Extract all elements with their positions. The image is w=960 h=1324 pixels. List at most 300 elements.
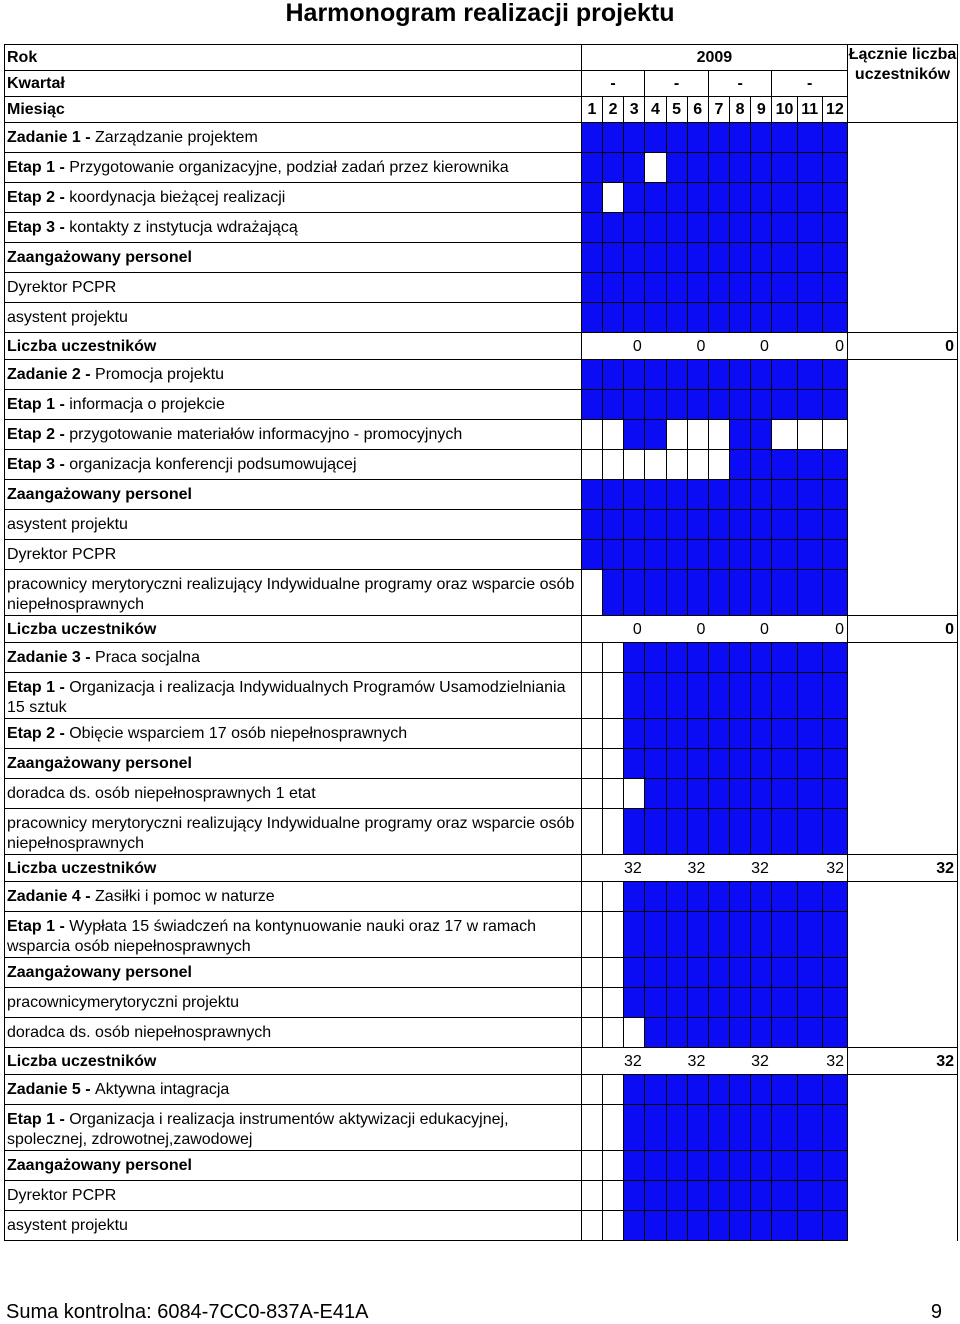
total-cell [848, 510, 958, 540]
row-label [5, 855, 582, 882]
active-month-cell [645, 540, 666, 570]
active-month-cell [730, 988, 751, 1018]
active-month-cell [666, 1181, 687, 1211]
row-label [5, 958, 582, 988]
inactive-month-cell [602, 809, 623, 855]
row-label [5, 450, 582, 480]
row-label [5, 719, 582, 749]
active-month-cell [772, 390, 797, 420]
quarter-count: 32 [772, 855, 848, 882]
row-label-text: Organizacja i realizacja instrumentów aktywizacji edukacyjnej, spolecznej, zdrowotnej,zawodowej [7, 1111, 509, 1148]
active-month-cell [624, 1105, 645, 1151]
active-month-cell [822, 809, 847, 855]
total-cell [848, 912, 958, 958]
total-cell [848, 153, 958, 183]
active-month-cell [624, 1151, 645, 1181]
row-label-prefix: Zaangażowany personel [7, 964, 192, 981]
active-month-cell [751, 1018, 772, 1048]
active-month-cell [751, 1105, 772, 1151]
participants-row [5, 855, 958, 882]
schedule-row [5, 303, 958, 333]
active-month-cell [624, 749, 645, 779]
inactive-month-cell [581, 643, 602, 673]
active-month-cell [797, 1075, 822, 1105]
total-cell [848, 1181, 958, 1211]
active-month-cell [772, 1181, 797, 1211]
schedule-row [5, 749, 958, 779]
row-label [5, 183, 582, 213]
row-label-prefix: Zaangażowany personel [7, 755, 192, 772]
active-month-cell [822, 450, 847, 480]
active-month-cell [666, 273, 687, 303]
active-month-cell [751, 1211, 772, 1241]
inactive-month-cell [602, 183, 623, 213]
row-label-prefix: Zaangażowany personel [7, 249, 192, 266]
quarter-count: 32 [645, 1048, 709, 1075]
active-month-cell [708, 882, 729, 912]
quarter-4: - [772, 71, 848, 97]
active-month-cell [730, 958, 751, 988]
active-month-cell [772, 540, 797, 570]
quarter-3: - [708, 71, 772, 97]
active-month-cell [730, 570, 751, 616]
active-month-cell [772, 912, 797, 958]
row-label-text: asystent projektu [7, 516, 128, 533]
active-month-cell [666, 1151, 687, 1181]
inactive-month-cell [687, 420, 708, 450]
active-month-cell [666, 912, 687, 958]
active-month-cell [708, 303, 729, 333]
total-cell [848, 390, 958, 420]
active-month-cell [772, 450, 797, 480]
active-month-cell [822, 1018, 847, 1048]
active-month-cell [822, 912, 847, 958]
quarter-count: 0 [645, 333, 709, 360]
inactive-month-cell [581, 809, 602, 855]
active-month-cell [822, 243, 847, 273]
active-month-cell [730, 749, 751, 779]
active-month-cell [687, 643, 708, 673]
active-month-cell [772, 988, 797, 1018]
row-label-prefix: Liczba uczestników [7, 859, 157, 877]
quarter-count: 32 [581, 855, 645, 882]
active-month-cell [687, 912, 708, 958]
active-month-cell [730, 153, 751, 183]
active-month-cell [581, 123, 602, 153]
row-label-prefix: Etap 1 - [7, 396, 70, 413]
row-label [5, 510, 582, 540]
total-cell [848, 1018, 958, 1048]
active-month-cell [822, 183, 847, 213]
quarter-count: 0 [772, 616, 848, 643]
row-label-prefix: Zadanie 4 - [7, 888, 96, 905]
active-month-cell [666, 510, 687, 540]
schedule-table [4, 44, 958, 1241]
row-label [5, 1151, 582, 1181]
active-month-cell [772, 360, 797, 390]
active-month-cell [666, 809, 687, 855]
active-month-cell [751, 510, 772, 540]
active-month-cell [751, 420, 772, 450]
active-month-cell [797, 570, 822, 616]
total-cell [848, 450, 958, 480]
active-month-cell [730, 123, 751, 153]
active-month-cell [751, 958, 772, 988]
row-label-prefix: Etap 1 - [7, 159, 70, 176]
active-month-cell [797, 1151, 822, 1181]
page-number: 9 [930, 1301, 942, 1323]
active-month-cell [751, 213, 772, 243]
active-month-cell [772, 809, 797, 855]
active-month-cell [822, 1151, 847, 1181]
active-month-cell [708, 540, 729, 570]
active-month-cell [645, 958, 666, 988]
total-cell [848, 360, 958, 390]
active-month-cell [687, 570, 708, 616]
inactive-month-cell [581, 1151, 602, 1181]
active-month-cell [581, 303, 602, 333]
active-month-cell [687, 510, 708, 540]
active-month-cell [797, 123, 822, 153]
quarter-count: 32 [708, 1048, 772, 1075]
active-month-cell [772, 719, 797, 749]
active-month-cell [645, 809, 666, 855]
active-month-cell [624, 570, 645, 616]
row-label-prefix: Etap 1 - [7, 918, 70, 935]
active-month-cell [797, 1018, 822, 1048]
active-month-cell [822, 719, 847, 749]
month-12: 12 [822, 97, 847, 123]
active-month-cell [581, 360, 602, 390]
active-month-cell [751, 273, 772, 303]
active-month-cell [730, 809, 751, 855]
active-month-cell [772, 1018, 797, 1048]
inactive-month-cell [687, 450, 708, 480]
row-label-text: kontakty z instytucja wdrażającą [69, 219, 298, 236]
active-month-cell [624, 510, 645, 540]
active-month-cell [687, 1211, 708, 1241]
active-month-cell [708, 213, 729, 243]
schedule-row [5, 153, 958, 183]
active-month-cell [730, 243, 751, 273]
active-month-cell [687, 213, 708, 243]
active-month-cell [687, 390, 708, 420]
row-label [5, 243, 582, 273]
active-month-cell [822, 958, 847, 988]
active-month-cell [624, 719, 645, 749]
active-month-cell [797, 510, 822, 540]
active-month-cell [797, 809, 822, 855]
year-label: Rok [5, 45, 582, 71]
schedule-row [5, 809, 958, 855]
active-month-cell [822, 779, 847, 809]
active-month-cell [602, 570, 623, 616]
active-month-cell [687, 480, 708, 510]
active-month-cell [751, 123, 772, 153]
active-month-cell [624, 153, 645, 183]
quarter-count: 32 [645, 855, 709, 882]
active-month-cell [730, 779, 751, 809]
active-month-cell [708, 988, 729, 1018]
active-month-cell [822, 570, 847, 616]
total-header: Łącznie liczba uczestników [848, 45, 958, 123]
inactive-month-cell [645, 153, 666, 183]
inactive-month-cell [581, 719, 602, 749]
active-month-cell [645, 123, 666, 153]
quarter-count: 32 [772, 1048, 848, 1075]
quarter-label: Kwartał [5, 71, 582, 97]
active-month-cell [708, 719, 729, 749]
inactive-month-cell [602, 1018, 623, 1048]
active-month-cell [772, 643, 797, 673]
schedule-row [5, 243, 958, 273]
inactive-month-cell [581, 779, 602, 809]
row-label [5, 1048, 582, 1075]
active-month-cell [708, 273, 729, 303]
active-month-cell [602, 510, 623, 540]
row-label [5, 333, 582, 360]
quarter-1: - [581, 71, 645, 97]
month-6: 6 [687, 97, 708, 123]
active-month-cell [751, 912, 772, 958]
inactive-month-cell [602, 1075, 623, 1105]
active-month-cell [730, 420, 751, 450]
active-month-cell [772, 1211, 797, 1241]
schedule-row [5, 570, 958, 616]
active-month-cell [687, 360, 708, 390]
row-label [5, 988, 582, 1018]
active-month-cell [687, 673, 708, 719]
active-month-cell [797, 243, 822, 273]
inactive-month-cell [602, 420, 623, 450]
inactive-month-cell [581, 749, 602, 779]
inactive-month-cell [581, 1211, 602, 1241]
active-month-cell [624, 912, 645, 958]
month-2: 2 [602, 97, 623, 123]
active-month-cell [751, 1181, 772, 1211]
active-month-cell [708, 480, 729, 510]
row-label [5, 213, 582, 243]
active-month-cell [751, 570, 772, 616]
active-month-cell [822, 749, 847, 779]
active-month-cell [581, 153, 602, 183]
active-month-cell [822, 303, 847, 333]
active-month-cell [666, 360, 687, 390]
active-month-cell [624, 420, 645, 450]
total-cell [848, 420, 958, 450]
inactive-month-cell [602, 988, 623, 1018]
active-month-cell [687, 809, 708, 855]
row-label-text: asystent projektu [7, 1217, 128, 1234]
active-month-cell [772, 183, 797, 213]
participants-row [5, 1048, 958, 1075]
active-month-cell [822, 1211, 847, 1241]
active-month-cell [624, 988, 645, 1018]
row-label-text: koordynacja bieżącej realizacji [69, 189, 286, 206]
total-cell [848, 540, 958, 570]
active-month-cell [751, 749, 772, 779]
active-month-cell [708, 779, 729, 809]
row-label-text: Dyrektor PCPR [7, 279, 117, 296]
active-month-cell [645, 420, 666, 450]
active-month-cell [687, 1105, 708, 1151]
active-month-cell [797, 643, 822, 673]
active-month-cell [645, 1075, 666, 1105]
active-month-cell [797, 988, 822, 1018]
row-label-text: przygotowanie materiałów informacyjno - promocyjnych [69, 426, 463, 443]
total-cell [848, 1151, 958, 1181]
total-cell [848, 480, 958, 510]
active-month-cell [645, 882, 666, 912]
inactive-month-cell [581, 1018, 602, 1048]
active-month-cell [708, 1211, 729, 1241]
active-month-cell [822, 988, 847, 1018]
schedule-row [5, 540, 958, 570]
active-month-cell [708, 643, 729, 673]
row-label [5, 303, 582, 333]
inactive-month-cell [602, 749, 623, 779]
active-month-cell [687, 153, 708, 183]
active-month-cell [687, 779, 708, 809]
active-month-cell [687, 540, 708, 570]
row-label-prefix: Etap 1 - [7, 1111, 70, 1128]
inactive-month-cell [581, 420, 602, 450]
active-month-cell [708, 1075, 729, 1105]
checksum-footer: Suma kontrolna: 6084-7CC0-837A-E41A [6, 1301, 369, 1323]
row-label-text: Przygotowanie organizacyjne, podział zadań przez kierownika [69, 159, 509, 176]
inactive-month-cell [602, 1151, 623, 1181]
active-month-cell [772, 213, 797, 243]
active-month-cell [797, 183, 822, 213]
active-month-cell [751, 809, 772, 855]
active-month-cell [730, 360, 751, 390]
active-month-cell [666, 1105, 687, 1151]
active-month-cell [581, 243, 602, 273]
total-cell [848, 243, 958, 273]
active-month-cell [645, 273, 666, 303]
row-label-prefix: Etap 3 - [7, 456, 70, 473]
active-month-cell [687, 273, 708, 303]
active-month-cell [687, 1075, 708, 1105]
active-month-cell [797, 779, 822, 809]
active-month-cell [751, 480, 772, 510]
active-month-cell [822, 360, 847, 390]
active-month-cell [645, 303, 666, 333]
active-month-cell [624, 1075, 645, 1105]
active-month-cell [645, 779, 666, 809]
active-month-cell [666, 749, 687, 779]
active-month-cell [666, 570, 687, 616]
row-label-text: doradca ds. osób niepełnosprawnych [7, 1024, 272, 1041]
row-label [5, 673, 582, 719]
active-month-cell [822, 1075, 847, 1105]
active-month-cell [822, 1105, 847, 1151]
row-label [5, 779, 582, 809]
active-month-cell [666, 643, 687, 673]
row-label-prefix: Zaangażowany personel [7, 486, 192, 503]
row-label [5, 540, 582, 570]
active-month-cell [822, 673, 847, 719]
active-month-cell [797, 273, 822, 303]
active-month-cell [772, 123, 797, 153]
active-month-cell [797, 673, 822, 719]
inactive-month-cell [581, 1105, 602, 1151]
row-label [5, 123, 582, 153]
schedule-row [5, 183, 958, 213]
active-month-cell [602, 153, 623, 183]
quarter-count: 0 [708, 333, 772, 360]
row-label [5, 643, 582, 673]
inactive-month-cell [822, 420, 847, 450]
active-month-cell [797, 1105, 822, 1151]
schedule-row [5, 1181, 958, 1211]
active-month-cell [624, 303, 645, 333]
active-month-cell [666, 988, 687, 1018]
active-month-cell [730, 643, 751, 673]
active-month-cell [730, 273, 751, 303]
active-month-cell [687, 719, 708, 749]
quarter-count: 0 [772, 333, 848, 360]
participants-row [5, 616, 958, 643]
active-month-cell [772, 958, 797, 988]
active-month-cell [708, 183, 729, 213]
active-month-cell [822, 123, 847, 153]
active-month-cell [708, 1018, 729, 1048]
active-month-cell [751, 390, 772, 420]
total-cell [848, 183, 958, 213]
active-month-cell [624, 540, 645, 570]
active-month-cell [730, 673, 751, 719]
active-month-cell [624, 360, 645, 390]
row-label-prefix: Etap 3 - [7, 219, 70, 236]
active-month-cell [708, 1105, 729, 1151]
active-month-cell [708, 570, 729, 616]
active-month-cell [624, 273, 645, 303]
inactive-month-cell [602, 673, 623, 719]
active-month-cell [797, 213, 822, 243]
active-month-cell [708, 673, 729, 719]
active-month-cell [666, 958, 687, 988]
active-month-cell [666, 1018, 687, 1048]
active-month-cell [730, 183, 751, 213]
schedule-row [5, 643, 958, 673]
active-month-cell [797, 153, 822, 183]
active-month-cell [624, 643, 645, 673]
active-month-cell [730, 882, 751, 912]
active-month-cell [708, 1151, 729, 1181]
active-month-cell [822, 540, 847, 570]
inactive-month-cell [624, 779, 645, 809]
month-11: 11 [797, 97, 822, 123]
inactive-month-cell [581, 570, 602, 616]
active-month-cell [666, 673, 687, 719]
active-month-cell [666, 153, 687, 183]
total-cell [848, 809, 958, 855]
schedule-row [5, 480, 958, 510]
active-month-cell [822, 1181, 847, 1211]
active-month-cell [822, 510, 847, 540]
active-month-cell [772, 273, 797, 303]
active-month-cell [708, 1181, 729, 1211]
total-cell [848, 643, 958, 673]
active-month-cell [730, 1181, 751, 1211]
active-month-cell [645, 643, 666, 673]
active-month-cell [624, 213, 645, 243]
inactive-month-cell [602, 1105, 623, 1151]
total-cell [848, 749, 958, 779]
active-month-cell [730, 510, 751, 540]
inactive-month-cell [581, 912, 602, 958]
